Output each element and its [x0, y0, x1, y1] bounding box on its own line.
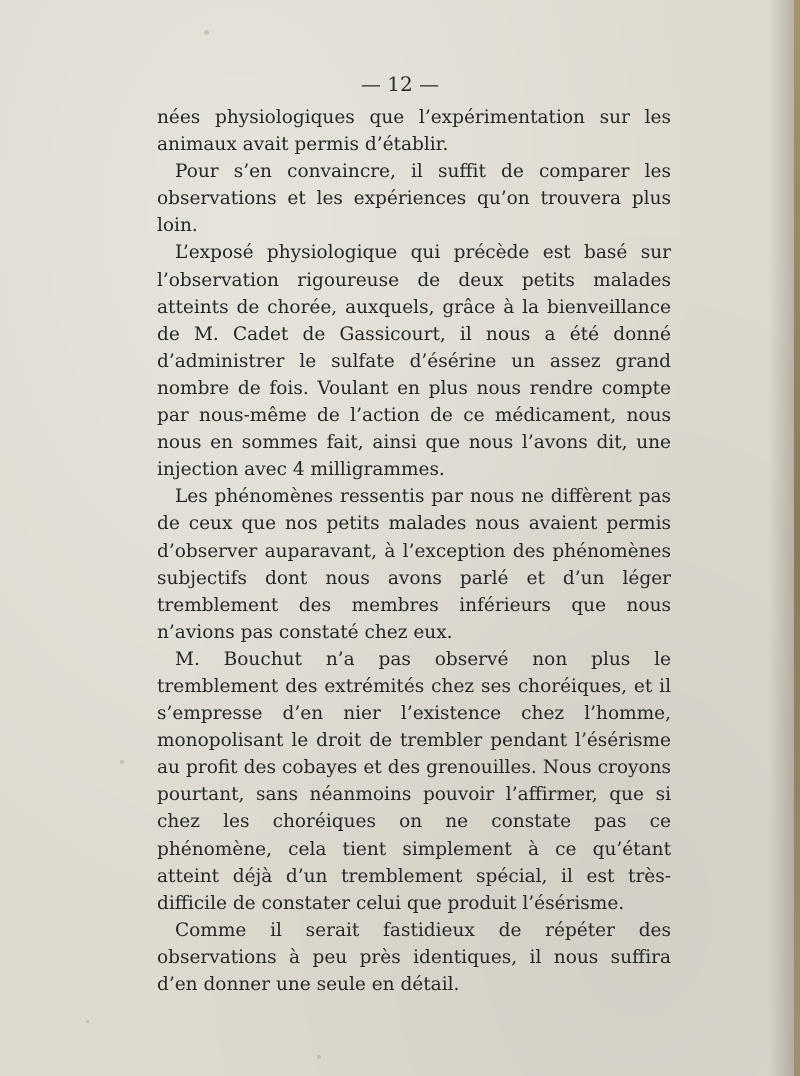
paper-speck [204, 30, 209, 35]
paper-speck [317, 1055, 321, 1059]
paragraph: M. Bouchut n’a pas observé non plus le tremblement des extrémités chez ses choréiques, et il s’empresse d’en nier l’existence chez l’homme, monopolisant le droit de trembler pendant l’ésérisme au profit des cobayes et des grenouilles. Nous croyons pourtant, sans néanmoins pouvoir l’affirmer, que si chez les choréiques on ne constate pas ce phénomène, cela tient simplement à ce qu’étant atteint déjà d’un tremblement spécial, il est très-difficile de constater celui que produit l’ésérisme. [157, 648, 671, 914]
paragraph: Pour s’en convaincre, il suffit de comparer les observations et les expériences qu’on trouvera plus loin. [157, 161, 671, 237]
page-edge [794, 0, 800, 1076]
body-text [157, 104, 671, 998]
paper-speck [86, 1020, 89, 1023]
paper-speck [120, 760, 124, 764]
paragraph: nées physiologiques que l’expérimentation sur les animaux avait permis d’établir. [157, 107, 671, 156]
page-number: — 12 — [360, 72, 440, 96]
paragraph: L’exposé physiologique qui précède est basé sur l’observation rigoureuse de deux petits malades atteints de chorée, auxquels, grâce à la bienveillance de M. Cadet de Gassicourt, il nous a été donné d’administrer le sulfate d’ésérine un assez grand nombre de fois. Voulant en plus nous rendre compte par nous-même de l’action de ce médicament, nous nous en sommes fait, ainsi que nous l’avons dit, une injection avec 4 milligrammes. [157, 242, 671, 481]
paragraph: Comme il serait fastidieux de répéter des observations à peu près identiques, il nous suffira d’en donner une seule en détail. [157, 919, 671, 995]
paragraph: Les phénomènes ressentis par nous ne diffèrent pas de ceux que nos petits malades nous avaient permis d’observer auparavant, à l’exception des phénomènes subjectifs dont nous avons parlé et d’un léger tremblement des membres inférieurs que nous n’avions pas constaté chez eux. [157, 486, 671, 643]
